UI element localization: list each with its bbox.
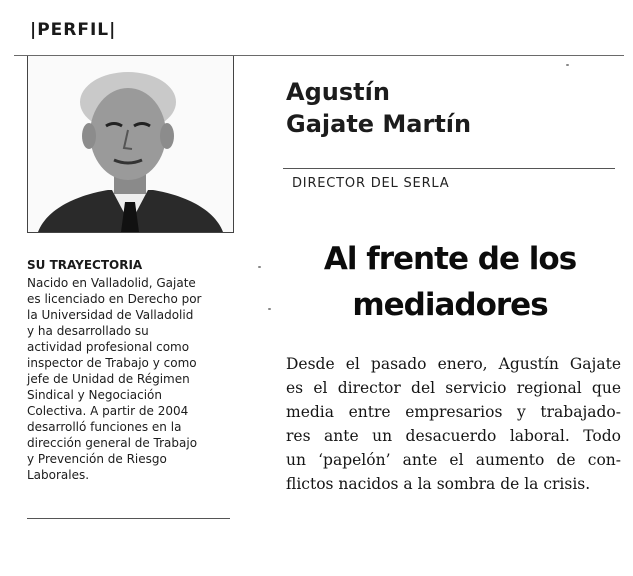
profile-role: DIRECTOR DEL SERLA (292, 176, 450, 191)
lead-line: flictos nacidos a la sombra de la crisis. (286, 475, 591, 493)
print-speck (566, 64, 569, 66)
lead-line: res ante un desacuerdo laboral. Todo (286, 427, 621, 445)
lead-line: Desde el pasado enero, Agustín Gajate (286, 355, 621, 373)
trayectoria-line: la Universidad de Valladolid (27, 308, 194, 322)
section-tag: |PERFIL| (30, 20, 117, 40)
trayectoria-title: SU TRAYECTORIA (27, 258, 143, 272)
trayectoria-line: es licenciado en Derecho por (27, 292, 202, 306)
role-rule (283, 168, 615, 169)
lead-paragraph (286, 352, 621, 496)
trayectoria-line: Sindical y Negociación (27, 388, 163, 402)
trayectoria-line: inspector de Trabajo y como (27, 356, 197, 370)
profile-name (286, 76, 471, 140)
print-speck (258, 266, 261, 268)
trayectoria-line: y Prevención de Riesgo (27, 452, 167, 466)
profile-name-line1: Agustín (286, 78, 390, 106)
portrait-image (28, 56, 233, 232)
lead-line: media entre empresarios y trabajado- (286, 403, 621, 421)
headline-line1: Al frente de los (323, 241, 577, 277)
trayectoria-line: y ha desarrollado su (27, 324, 149, 338)
trayectoria-line: Colectiva. A partir de 2004 (27, 404, 189, 418)
lead-line: un ‘papelón’ ante el aumento de con- (286, 451, 621, 469)
trayectoria-line: actividad profesional como (27, 340, 190, 354)
bottom-rule (27, 518, 230, 519)
profile-name-line2: Gajate Martín (286, 110, 472, 138)
portrait-photo (27, 56, 234, 233)
headline (285, 236, 615, 328)
print-speck (268, 308, 271, 310)
trayectoria-line: jefe de Unidad de Régimen (27, 372, 190, 386)
trayectoria-line: Nacido en Valladolid, Gajate (27, 276, 196, 290)
trayectoria-line: desarrolló funciones en la (27, 420, 182, 434)
trayectoria-line: dirección general de Trabajo (27, 436, 198, 450)
headline-line2: mediadores (352, 287, 548, 323)
trayectoria-line: Laborales. (27, 468, 90, 482)
lead-line: es el director del servicio regional que (286, 379, 621, 397)
trayectoria-body (27, 275, 237, 483)
